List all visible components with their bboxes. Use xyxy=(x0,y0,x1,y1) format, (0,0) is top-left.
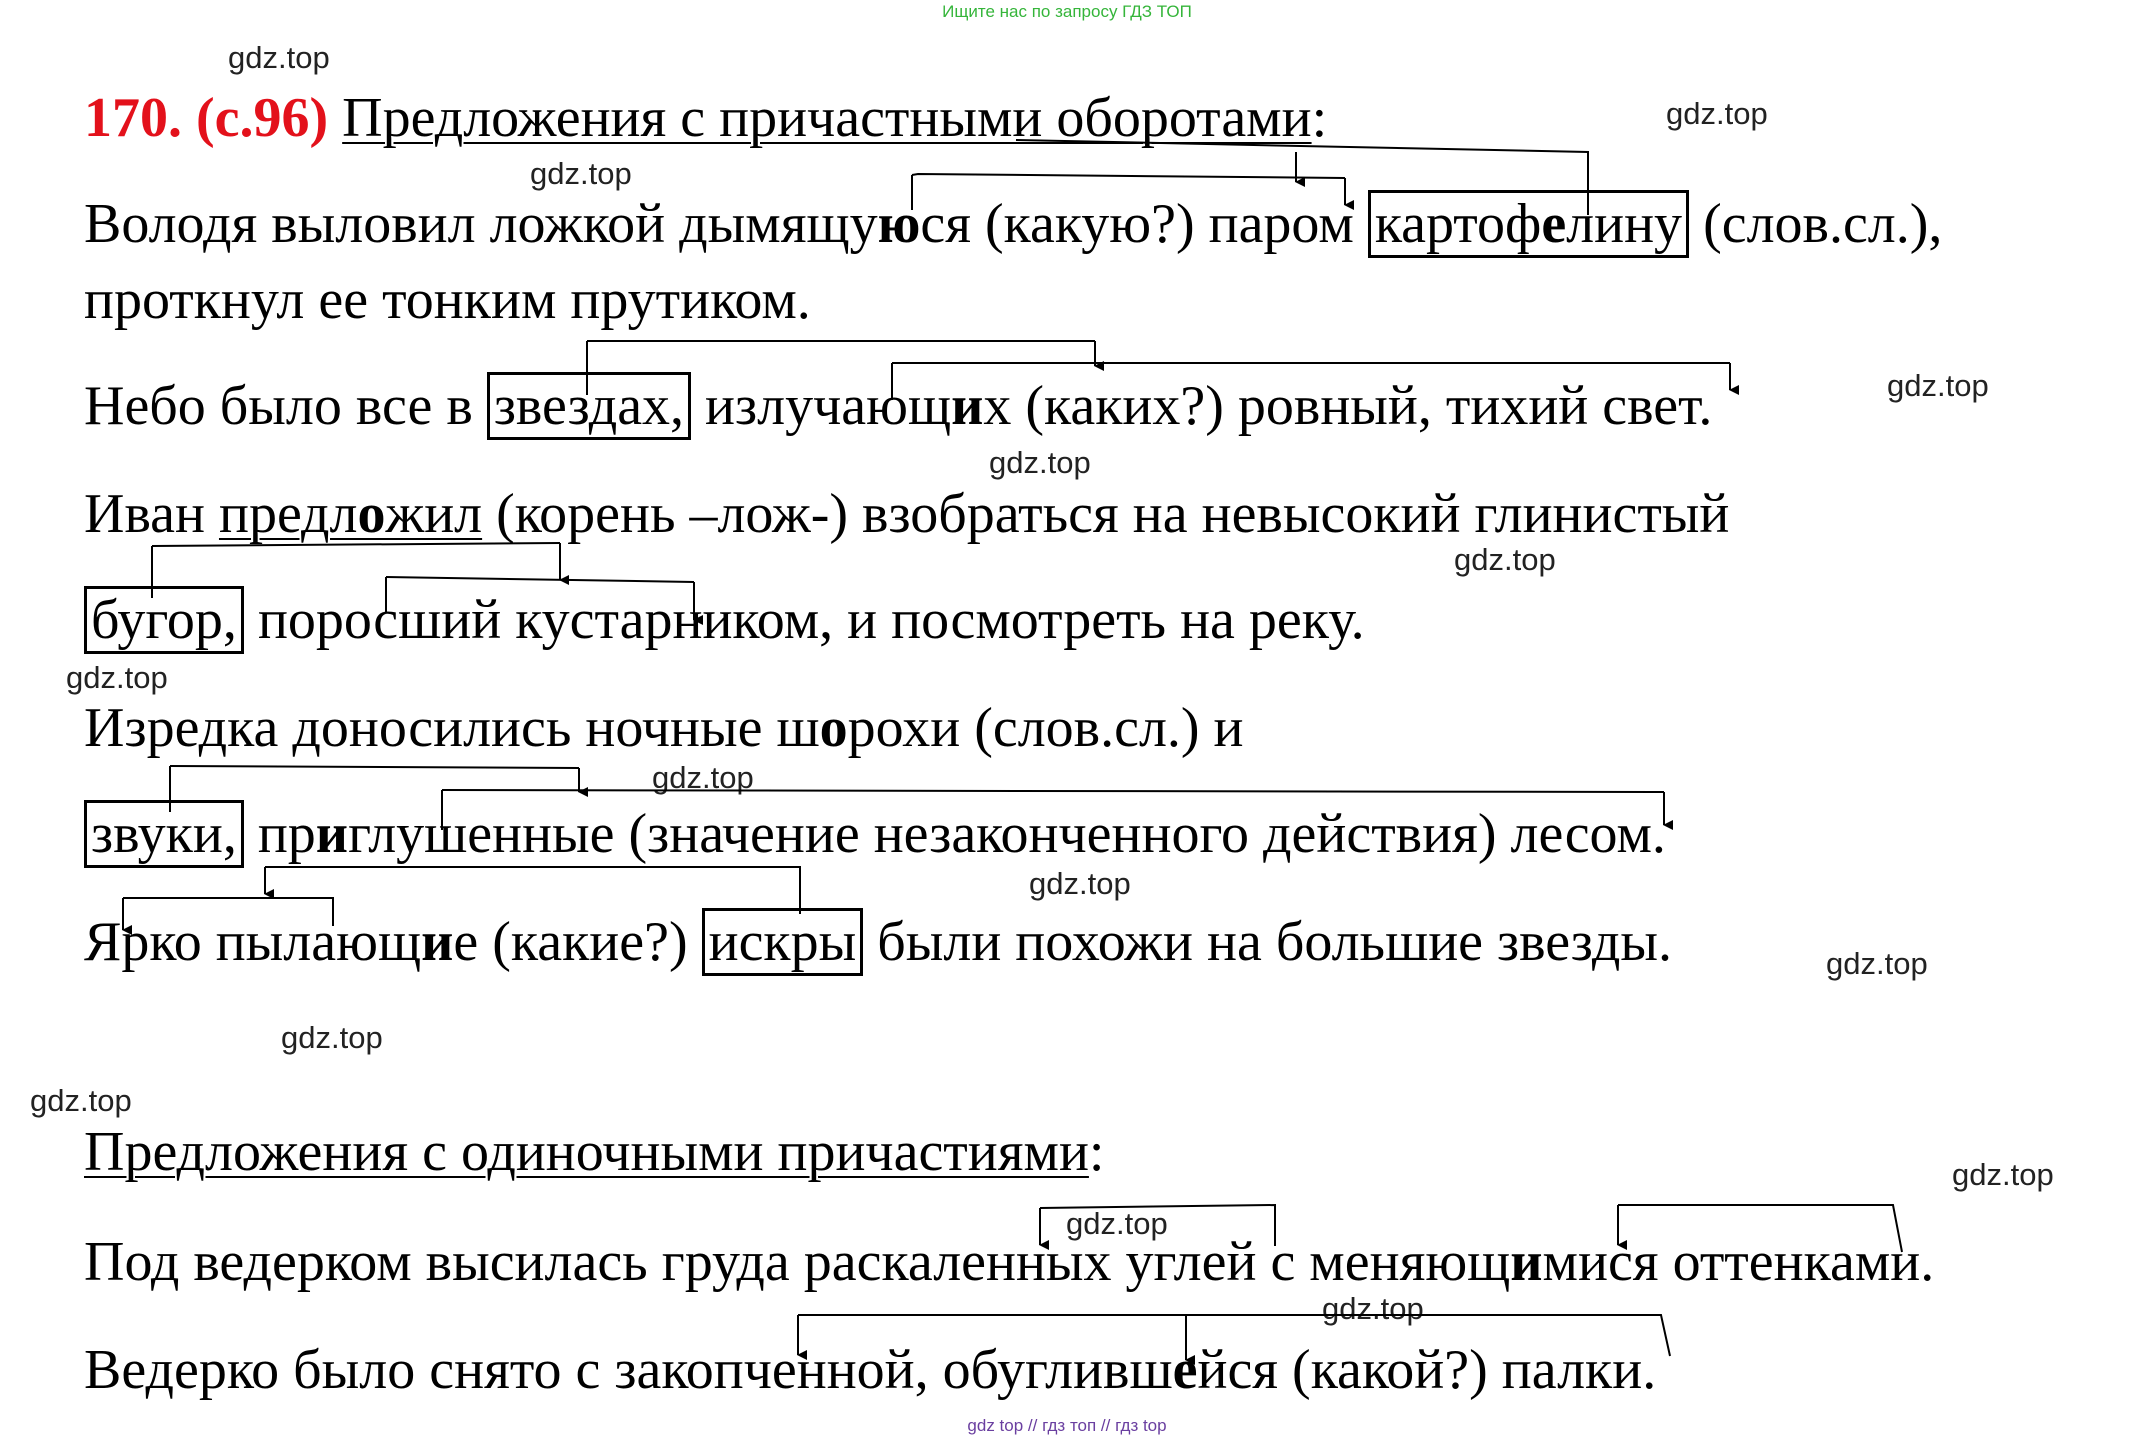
watermark: gdz.top xyxy=(652,760,754,795)
text: проткнул ее тонким прутиком. xyxy=(84,269,811,331)
watermark: gdz.top xyxy=(281,1020,383,1055)
exercise-page: (с.96) xyxy=(196,87,329,149)
text: излучающ xyxy=(691,375,952,437)
watermark: gdz.top xyxy=(1066,1206,1168,1241)
watermark: gdz.top xyxy=(1029,866,1131,901)
text: йся (какой?) палки. xyxy=(1197,1339,1657,1401)
highlight-letter: и xyxy=(315,803,349,865)
text: пр xyxy=(243,803,316,865)
section-title: Предложения с одиночными причастиями xyxy=(84,1121,1089,1183)
title-colon: : xyxy=(1088,1121,1105,1183)
watermark: gdz.top xyxy=(66,660,168,695)
text: Ведерко было снято с закопченной, обугливш xyxy=(84,1339,1173,1401)
text: Ярко пылающ xyxy=(84,911,422,973)
defined-word-box: звездах, xyxy=(487,372,691,440)
text: Небо было все в xyxy=(84,375,487,437)
watermark: gdz.top xyxy=(1322,1291,1424,1326)
text: Иван xyxy=(84,483,219,545)
text: предл xyxy=(218,483,358,545)
section-title: Предложения с причастными оборотами xyxy=(342,87,1312,149)
text: глушенные (значение незаконченного действия) лесом. xyxy=(348,803,1666,865)
text: поросший кустарником, и посмотреть на реку. xyxy=(243,589,1365,651)
text: ся (какую?) паром xyxy=(920,193,1368,255)
footer-watermark: gdz top // гдз топ // гдз top xyxy=(967,1416,1167,1435)
ending-letter: е xyxy=(1172,1339,1198,1401)
text: Под ведерком высилась груда раскаленных углей с меняющ xyxy=(84,1231,1511,1293)
text: картоф xyxy=(1374,193,1542,255)
text: жил xyxy=(385,483,483,545)
ending-letter: и xyxy=(951,375,984,437)
watermark: gdz.top xyxy=(989,445,1091,480)
text: лину xyxy=(1566,193,1683,255)
defined-word-box: бугор, xyxy=(84,586,244,654)
watermark: gdz.top xyxy=(530,156,632,191)
title-colon: : xyxy=(1311,87,1328,149)
defined-word-box: искры xyxy=(702,908,864,976)
watermark: gdz.top xyxy=(1887,368,1989,403)
watermark: gdz.top xyxy=(1454,542,1556,577)
highlight-letter: е xyxy=(1541,193,1567,255)
highlight-letter: о xyxy=(819,697,848,759)
text: х (каких?) ровный, тихий свет. xyxy=(983,375,1713,437)
ending-letter: ю xyxy=(877,193,921,255)
text: (слов.сл.), xyxy=(1689,193,1943,255)
watermark: gdz.top xyxy=(1952,1157,2054,1192)
text: (корень –лож-) взобраться на невысокий глинистый xyxy=(482,483,1730,545)
text: мися оттенками. xyxy=(1542,1231,1935,1293)
text: были похожи на большие звезды. xyxy=(863,911,1673,973)
text: е (какие?) xyxy=(453,911,702,973)
watermark: gdz.top xyxy=(1826,946,1928,981)
watermark: gdz.top xyxy=(30,1083,132,1118)
defined-word-box: звуки, xyxy=(84,800,244,868)
ending-letter: и xyxy=(421,911,454,973)
text: Изредка доносились ночные ш xyxy=(84,697,820,759)
connector-line xyxy=(912,174,1345,178)
highlight-letter: о xyxy=(357,483,386,545)
watermark: gdz.top xyxy=(228,40,330,75)
watermark: gdz.top xyxy=(1666,96,1768,131)
ending-letter: и xyxy=(1510,1231,1543,1293)
exercise-number: 170. xyxy=(84,87,182,149)
text: рохи (слов.сл.) и xyxy=(847,697,1244,759)
text: Володя выловил ложкой дымящу xyxy=(84,193,878,255)
search-hint: Ищите нас по запросу ГДЗ ТОП xyxy=(942,2,1192,21)
